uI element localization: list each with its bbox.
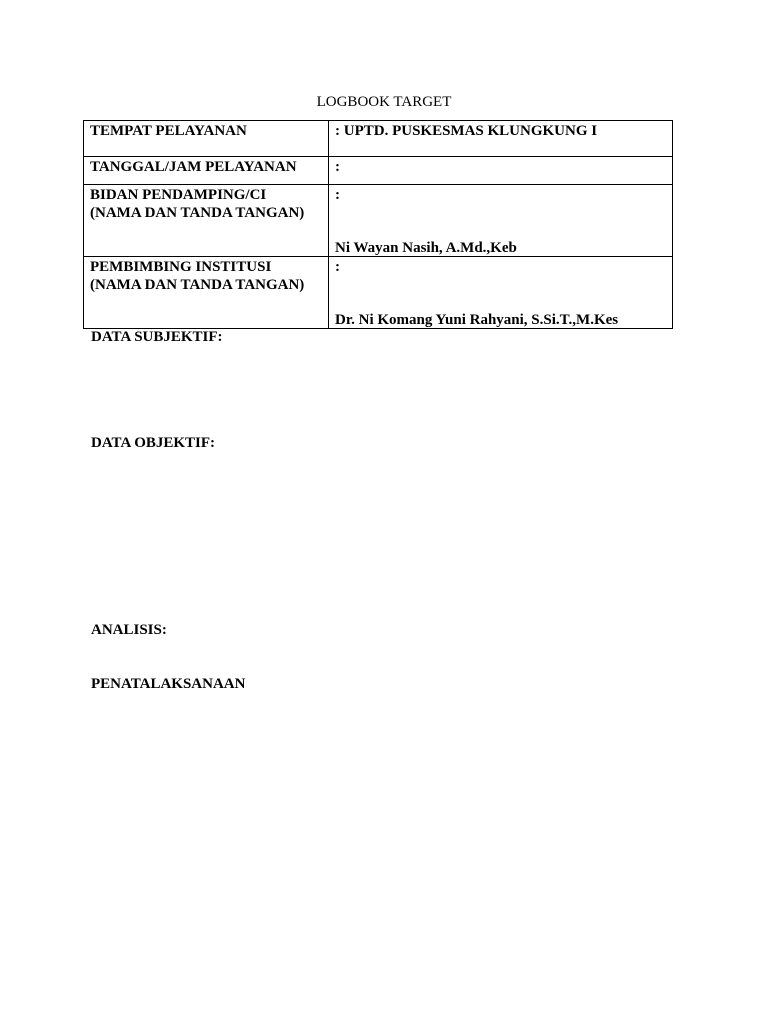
service-place-label: TEMPAT PELAYANAN: [90, 123, 247, 139]
service-info-table: [83, 120, 673, 329]
midwife-companion-signer-name: Ni Wayan Nasih, A.Md.,Keb: [335, 240, 517, 256]
midwife-companion-label-cell: [84, 185, 329, 257]
table-row-service-place: [84, 121, 673, 157]
institution-supervisor-value-cell: [329, 257, 673, 329]
service-place-value-cell: [329, 121, 673, 157]
management-heading: PENATALAKSANAAN: [91, 676, 246, 692]
institution-supervisor-label: PEMBIMBING INSTITUSI: [90, 259, 272, 275]
objective-data-heading: DATA OBJEKTIF:: [91, 435, 216, 451]
service-datetime-label: TANGGAL/JAM PELAYANAN: [90, 159, 297, 175]
service-datetime-value: :: [335, 159, 340, 175]
midwife-companion-label: BIDAN PENDAMPING/CI: [90, 187, 267, 203]
midwife-companion-value: :: [335, 187, 340, 203]
institution-supervisor-signer-name: Dr. Ni Komang Yuni Rahyani, S.Si.T.,M.Kes: [335, 312, 619, 328]
table-row-midwife-companion: [84, 185, 673, 257]
subjective-data-heading: DATA SUBJEKTIF:: [91, 329, 223, 345]
service-datetime-label-cell: [84, 157, 329, 185]
institution-supervisor-label-note: (NAMA DAN TANDA TANGAN): [90, 277, 305, 293]
midwife-companion-label-note: (NAMA DAN TANDA TANGAN): [90, 205, 305, 221]
analysis-heading: ANALISIS:: [91, 622, 167, 638]
table-row-institution-supervisor: [84, 257, 673, 329]
institution-supervisor-label-cell: [84, 257, 329, 329]
institution-supervisor-value: :: [335, 259, 340, 275]
document-title: LOGBOOK TARGET: [316, 94, 452, 110]
table-row-service-datetime: [84, 157, 673, 185]
service-datetime-value-cell: [329, 157, 673, 185]
midwife-companion-value-cell: [329, 185, 673, 257]
service-place-value: : UPTD. PUSKESMAS KLUNGKUNG I: [335, 123, 598, 139]
service-place-label-cell: [84, 121, 329, 157]
